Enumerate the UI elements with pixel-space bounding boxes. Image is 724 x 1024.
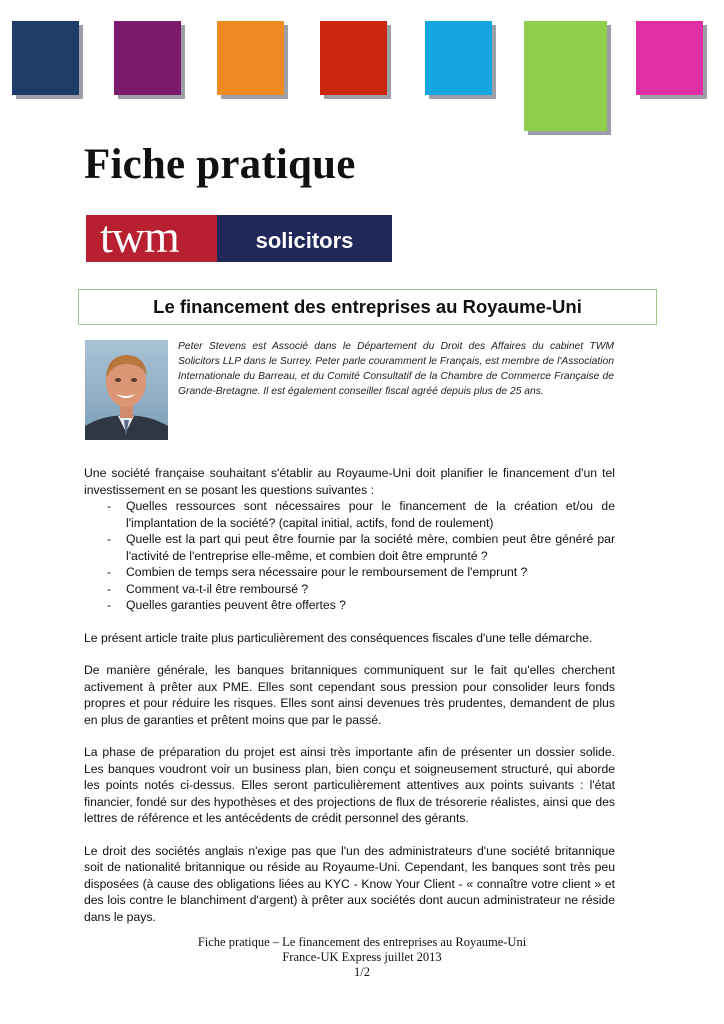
portrait-image	[85, 340, 168, 440]
header-square-5-face	[425, 21, 492, 95]
header-square-1-face	[12, 21, 79, 95]
body-paragraph: Le présent article traite plus particulièrement des conséquences fiscales d'une telle démarche.	[84, 630, 593, 645]
list-item: - Comment va-t-il être remboursé ?	[84, 581, 615, 598]
list-item: - Quelle est la part qui peut être fournie par la société mère, combien peut être généré par l'activité de l'entreprise elle-même, et combien doit être emprunté ?	[84, 531, 615, 564]
page-footer	[0, 935, 724, 980]
header-square-3	[217, 21, 284, 95]
list-item: - Quelles garanties peuvent être offertes ?	[84, 597, 615, 614]
logo-solicitors: solicitors	[217, 215, 392, 262]
article-headline: Le financement des entreprises au Royaume-Uni	[153, 296, 582, 317]
header-square-2-face	[114, 21, 181, 95]
header-square-7	[636, 21, 703, 95]
logo-twm: twm	[86, 215, 217, 262]
twm-solicitors-logo	[86, 211, 392, 262]
questions-list	[84, 498, 615, 614]
author-portrait	[85, 340, 168, 440]
header-square-6	[524, 21, 607, 131]
header-square-2	[114, 21, 181, 95]
article-body	[84, 465, 615, 925]
header-square-3-face	[217, 21, 284, 95]
list-item: - Combien de temps sera nécessaire pour le remboursement de l'emprunt ?	[84, 564, 615, 581]
body-paragraph: La phase de préparation du projet est ainsi très importante afin de présenter un dossier solide. Les banques voudront voir un business plan, bien conçu et soigneusement structuré, qui aborde les points notés ci-dessus. Elles seront particulièrement attentives aux points suivants : l'état financier, fondé sur des hypothèses et des projections de flux de trésorerie réalistes, ainsi que des lettres de référence et les antécédents de crédit personnel des gérants.	[84, 745, 615, 825]
header-square-1	[12, 21, 79, 95]
author-bio: Peter Stevens est Associé dans le Département du Droit des Affaires du cabinet TWM Solicitors LLP dans le Surrey. Peter parle couramment le Français, est membre de l'Association Internationale du Barreau, et du Comité Consultatif de la Chambre de Commerce Française de Grande-Bretagne. Il est également conseiller fiscal agréé depuis plus de 25 ans.	[178, 341, 614, 397]
document-title: Fiche pratique	[84, 141, 356, 188]
header-square-4	[320, 21, 387, 95]
intro-paragraph: Une société française souhaitant s'établir au Royaume-Uni doit planifier le financement d'un tel investissement en se posant les questions suivantes :	[84, 466, 615, 497]
footer-line-1: Fiche pratique – Le financement des entreprises au Royaume-Uni	[197, 935, 527, 949]
header-square-7-face	[636, 21, 703, 95]
headline-box	[78, 289, 657, 325]
footer-line-2: France-UK Express juillet 2013	[282, 950, 442, 964]
header-square-5	[425, 21, 492, 95]
body-paragraph: De manière générale, les banques britanniques communiquent sur le fait qu'elles cherchent activement à prêter aux PME. Elles sont cependant sous pression pour consolider leurs fonds propres et pour réduire les risques. Elles sont ainsi devenues très prudentes, demandent de plus en plus de garanties et prêtent moins que par le passé.	[84, 663, 615, 727]
header-square-4-face	[320, 21, 387, 95]
list-item: - Quelles ressources sont nécessaires pour le financement de la création et/ou de l'implantation de la société? (capital initial, actifs, fond de roulement)	[84, 498, 615, 531]
header-square-6-face	[524, 21, 607, 131]
body-paragraph: Le droit des sociétés anglais n'exige pas que l'un des administrateurs d'une société britannique soit de nationalité britannique ou réside au Royaume-Uni. Cependant, les banques sont très peu disposées (à cause des obligations liées au KYC - Know Your Client - « connaître votre client » et des lois contre le blanchiment d'argent) à prêter aux sociétés dont aucun administrateur ne réside dans le pays.	[84, 843, 615, 924]
page-number: 1/2	[354, 965, 370, 979]
